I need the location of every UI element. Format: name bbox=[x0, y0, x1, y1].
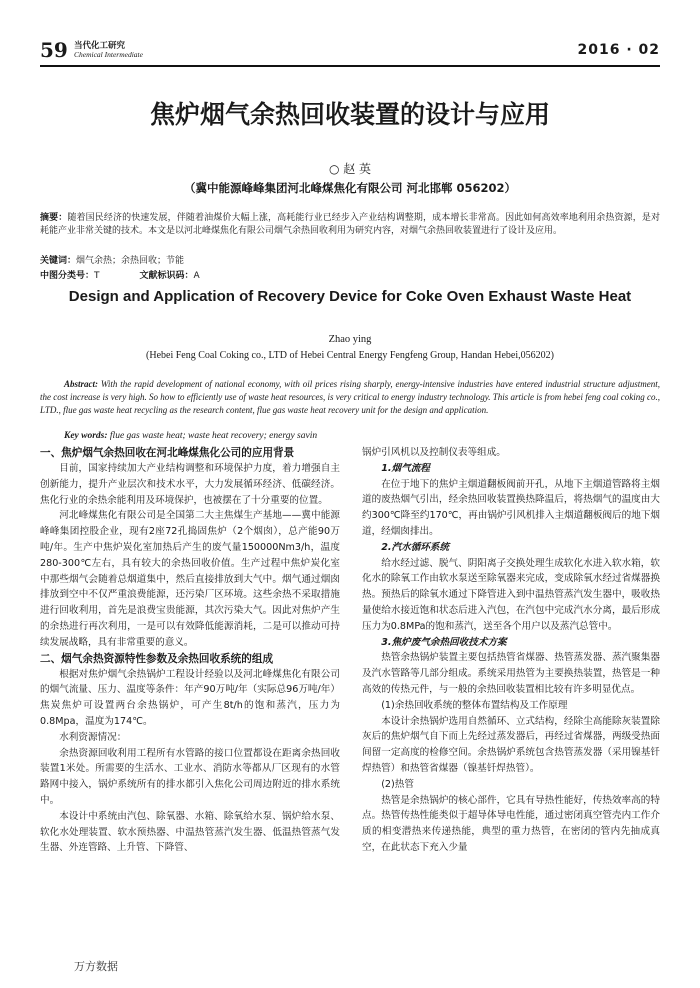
keywords-en bbox=[64, 431, 317, 441]
subsection-heading: 1.烟气流程 bbox=[381, 462, 430, 474]
classification-code: T bbox=[94, 271, 100, 281]
paragraph: 热管余热锅炉装置主要包括热管省煤器、热管蒸发器、蒸汽聚集器及汽水管路等几部分组成。系统采用热管为主要换热装置，热管是一种高效的传热元件，与一般的余热回收装置相比较有许多明显优点。 bbox=[362, 652, 660, 695]
affiliation-en: (Hebei Feng Coal Coking co., LTD of Hebei Central Energy Fengfeng Group, Handan Hebei,056202) bbox=[146, 350, 554, 361]
paragraph: 目前，国家持续加大产业结构调整和环境保护力度，着力增强自主创新能力，提升产业层次和技术水平，大力发展循环经济、低碳经济。焦化行业的余热余能利用及环境保护，也被摆在了十分重要的位置。 bbox=[40, 463, 340, 506]
abstract-cn-text: 随着国民经济的快速发展，伴随着油煤价大幅上涨，高耗能行业已经步入产业结构调整期，成本增长非常高。因此如何高效率地利用余热资源，是对耗能产业非常关键的技术。本文是以河北峰煤焦化有限公司烟气余热回收利用为研究内容，对烟气余热回收装置进行了设计及应用。 bbox=[40, 213, 660, 236]
header-rule bbox=[40, 65, 660, 67]
keywords-cn bbox=[40, 253, 184, 266]
abstract-cn-label: 摘要： bbox=[40, 213, 68, 223]
paragraph: 余热资源回收利用工程所有水管路的接口位置都设在距离余热回收装置1米处。所需要的生活水、工业水、消防水等都从厂区现有的水管路网中接入，锅炉系统所有的排水都引入焦化公司周边附近的排水系统中。 bbox=[40, 747, 340, 806]
left-column bbox=[40, 445, 340, 856]
paragraph: 水利资源情况： bbox=[59, 731, 127, 743]
section-2-heading: 二、烟气余热资源特性参数及余热回收系统的组成 bbox=[40, 652, 274, 665]
paragraph: 在位于地下的焦炉主烟道翻板阀前开孔，从地下主烟道管路将主烟道的废热烟气引出，经余热回收装置换热降温后，将热烟气的温度由大约300℃降至约170℃，再由锅炉引风机排入主烟道翻板阀后的地下烟道，经烟囱排出。 bbox=[362, 478, 661, 537]
journal-name-en: Chemical Intermediate bbox=[74, 50, 143, 59]
page-number: 59 bbox=[40, 38, 68, 62]
classification-label: 中图分类号： bbox=[40, 271, 95, 281]
paper-title-en: Design and Application of Recovery Device for Coke Oven Exhaust Waste Heat bbox=[68, 288, 632, 305]
footer-watermark: 万方数据 bbox=[74, 960, 118, 973]
author: ○ 赵 英 bbox=[328, 162, 372, 176]
abstract-en bbox=[40, 378, 660, 417]
journal-name-cn: 当代化工研究 bbox=[74, 41, 126, 51]
paragraph: (1)余热回收系统的整体布置结构及工作原理 bbox=[381, 699, 568, 711]
paragraph: 河北峰煤焦化有限公司是全国第二大主焦煤生产基地——冀中能源峰峰集团控股企业，现有2座72孔捣固焦炉（2个烟囱），总产能90万吨/年。生产中焦炉炭化室加热后产生的废气量150000Nm3/h，温度280-300℃左右，具有较大的余热回收价值。生产过程中焦炉炭化室中那些烟气会随着总烟道集中，然后直接排放到大气中。烟气通过烟囱排放到空中不仅严重浪费能源，还污染厂区环境。这些余热不采取措施进行回收利用，首先是浪费宝贵能源，其次污染大气。因此对焦炉产生的余热进行再次利用，一是可以有效降低能源消耗，二是可以推动可持续发展战略，具有非常重要的意义。 bbox=[40, 510, 340, 648]
paragraph: 给水经过滤、脱气、阴阳离子交换处理生成软化水进入软水箱，软化水的除氧工作由软水泵送至除氧器来完成，变成除氧水经过省煤器换热。预热后的除氧水通过下降管进入到中温热管蒸汽发生器中，吸收热量使给水接近饱和状态后进入汽包，在汽包中完成汽水分离，最后形成压力为0.8MPa的饱和蒸汽，送至各个用户以及蒸汽总管中。 bbox=[362, 557, 660, 632]
keywords-en-label: Key words: bbox=[64, 431, 108, 441]
page-header bbox=[40, 38, 660, 64]
doc-code: A bbox=[193, 271, 200, 281]
author-en: Zhao ying bbox=[328, 334, 372, 345]
paragraph: 根据对焦炉烟气余热锅炉工程设计经验以及河北峰煤焦化有限公司的烟气流量、压力、温度等条件：年产90万吨/年（实际总96万吨/年）焦炭焦炉可设置两台余热锅炉，可产生8t/h的饱和蒸汽，压力为0.8Mpa，温度为174℃。 bbox=[40, 668, 340, 727]
abstract-en-text: With the rapid development of national economy, with oil prices rising sharply, energy-intensive industries have entered industrial structure adjustment, the cost increase is very high. So how to efficiently use of waste heat resources, is very critical to energy industry technology. This article is from hebei feng coal coking co., LTD., flue gas waste heat recycling as the research content, flue gas waste heat recovery unit for the design and application. bbox=[40, 379, 660, 415]
keywords-cn-text: 烟气余热；余热回收；节能 bbox=[76, 256, 185, 266]
section-1-heading: 一、焦炉烟气余热回收在河北峰煤焦化公司的应用背景 bbox=[40, 447, 295, 459]
paragraph: (2)热管 bbox=[381, 778, 414, 790]
issue-label: 2016 · 02 bbox=[577, 42, 660, 58]
abstract-cn bbox=[40, 212, 660, 238]
paragraph: 本设计余热锅炉选用自然循环、立式结构，经除尘高能除灰装置除灰后的焦炉烟气自下而上先经过蒸发器后，再经过省煤器，两级受热面间留一定高度的检修空间。余热锅炉系统包含热管蒸发器（采用镍基钎焊热管）和热管省煤器（镍基钎焊热管）。 bbox=[362, 715, 660, 774]
paragraph: 本设计中系统由汽包、除氧器、水箱、除氧给水泵、锅炉给水泵、软化水处理装置、软水预热器、中温热管蒸汽发生器、低温热管蒸气发生器、外连管路、上升管、下降管、 bbox=[40, 810, 340, 854]
classification-cn bbox=[40, 268, 200, 281]
keywords-en-text: flue gas waste heat; waste heat recovery; energy savin bbox=[109, 431, 318, 441]
paper-title: 焦炉烟气余热回收装置的设计与应用 bbox=[149, 100, 550, 129]
paragraph: 热管是余热锅炉的核心部件，它具有导热性能好，传热效率高的特点。热管传热性能类似于超导体导电性能，通过密闭真空管壳内工作介质的相变潜热来传递热能，典型的重力热管，在密闭的管内先抽成真空，在此状态下充入少量 bbox=[362, 794, 660, 853]
subsection-heading: 3.焦炉废气余热回收技术方案 bbox=[381, 636, 507, 648]
subsection-heading: 2.汽水循环系统 bbox=[381, 541, 450, 553]
keywords-cn-label: 关键词： bbox=[40, 256, 77, 266]
paragraph: 锅炉引风机以及控制仪表等组成。 bbox=[362, 447, 506, 458]
abstract-en-label: Abstract: bbox=[64, 379, 99, 389]
right-column bbox=[362, 445, 660, 856]
affiliation: （冀中能源峰峰集团河北峰煤焦化有限公司 河北邯郸 056202） bbox=[183, 181, 516, 195]
doc-code-label: 文献标识码： bbox=[139, 271, 194, 281]
